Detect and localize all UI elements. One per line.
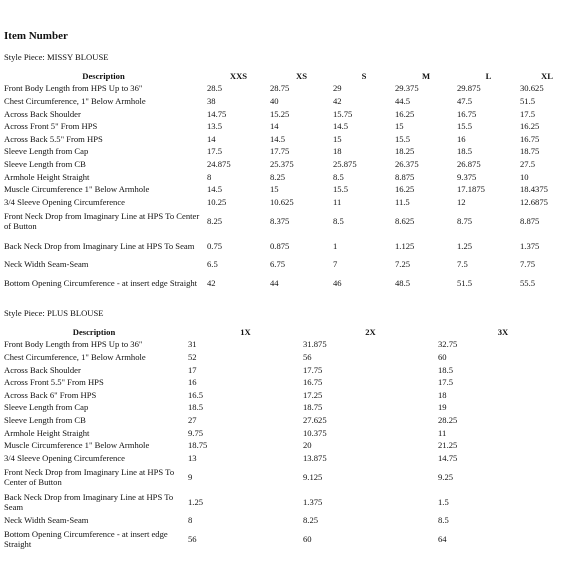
measurement-cell: 29 (333, 83, 342, 94)
measurement-cell: 51.5 (457, 278, 473, 289)
column-header-size: S (361, 70, 367, 81)
measurement-cell: 10.625 (270, 196, 294, 207)
table-row (4, 402, 568, 415)
row-description: Across Front 5.5" From HPS (4, 377, 104, 388)
measurement-cell: 8.625 (395, 215, 415, 226)
row-description: Across Back 6" From HPS (4, 389, 97, 400)
table-row (4, 272, 574, 297)
measurement-cell: 64 (438, 534, 447, 545)
measurement-cell: 16.25 (395, 184, 415, 195)
plus-size-table (4, 327, 568, 553)
column-header-description: Description (82, 70, 125, 81)
row-description: Armhole Height Straight (4, 427, 90, 438)
measurement-cell: 42 (333, 96, 342, 107)
row-description: Neck Width Seam-Seam (4, 259, 89, 270)
measurement-cell: 17.75 (270, 146, 290, 157)
row-description: Sleeve Length from CB (4, 415, 86, 426)
measurement-cell: 8.875 (520, 215, 540, 226)
measurement-cell: 24.875 (207, 159, 231, 170)
table-row (4, 465, 568, 490)
measurement-cell: 44 (270, 278, 279, 289)
measurement-cell: 18 (438, 389, 447, 400)
column-header-size: 2X (365, 326, 376, 337)
measurement-cell: 14.75 (438, 452, 458, 463)
row-description: Across Back 5.5" From HPS (4, 133, 103, 144)
measurement-cell: 8.375 (270, 215, 290, 226)
measurement-cell: 16.25 (395, 108, 415, 119)
measurement-cell: 15.5 (333, 184, 349, 195)
row-description: Neck Width Seam-Seam (4, 515, 89, 526)
measurement-cell: 8 (188, 515, 193, 526)
measurement-cell: 11 (438, 427, 447, 438)
measurement-cell: 8.75 (457, 215, 473, 226)
row-description: Sleeve Length from CB (4, 159, 86, 170)
measurement-cell: 8.5 (333, 171, 344, 182)
measurement-cell: 1.125 (395, 240, 415, 251)
measurement-cell: 29.875 (457, 83, 481, 94)
measurement-cell: 15.5 (457, 121, 473, 132)
measurement-cell: 15 (395, 121, 404, 132)
measurement-cell: 31.875 (303, 339, 327, 350)
measurement-cell: 16.75 (303, 377, 323, 388)
measurement-cell: 1.25 (188, 496, 204, 507)
measurement-cell: 15.75 (333, 108, 353, 119)
measurement-cell: 25.375 (270, 159, 294, 170)
measurement-cell: 27.5 (520, 159, 536, 170)
measurement-cell: 18 (333, 146, 342, 157)
plus-style-piece: Style Piece: PLUS BLOUSE (4, 307, 104, 318)
row-description: Front Neck Drop from Imaginary Line at HPS To Center of Button (4, 466, 175, 487)
measurement-cell: 31 (188, 339, 197, 350)
measurement-cell: 9.375 (457, 171, 477, 182)
table-row (4, 352, 568, 365)
table-row (4, 209, 574, 234)
measurement-cell: 18.75 (303, 402, 323, 413)
table-row (4, 259, 574, 272)
measurement-cell: 15 (270, 184, 279, 195)
table-row (4, 364, 568, 377)
row-description: Front Body Length from HPS Up to 36" (4, 83, 143, 94)
measurement-cell: 17 (188, 364, 197, 375)
measurement-cell: 15.5 (395, 133, 411, 144)
measurement-cell: 15.25 (270, 108, 290, 119)
row-description: 3/4 Sleeve Opening Circumference (4, 452, 125, 463)
row-description: Bottom Opening Circumference - at insert edge Straight (4, 529, 168, 550)
measurement-cell: 8.25 (303, 515, 319, 526)
row-description: Bottom Opening Circumference - at insert edge Straight (4, 278, 198, 289)
measurement-cell: 9.75 (188, 427, 204, 438)
measurement-cell: 29.375 (395, 83, 419, 94)
measurement-cell: 8.875 (395, 171, 415, 182)
row-description: Muscle Circumference 1" Below Armhole (4, 184, 150, 195)
measurement-cell: 28.25 (438, 415, 458, 426)
measurement-cell: 27.625 (303, 415, 327, 426)
table-row (4, 452, 568, 465)
row-description: Across Back Shoulder (4, 364, 81, 375)
measurement-cell: 11 (333, 196, 342, 207)
column-header-size: XL (541, 70, 553, 81)
measurement-cell: 60 (438, 352, 447, 363)
measurement-cell: 14.5 (270, 133, 286, 144)
measurement-cell: 30.625 (520, 83, 544, 94)
table-row (4, 389, 568, 402)
measurement-cell: 17.5 (438, 377, 454, 388)
measurement-cell: 16 (188, 377, 197, 388)
measurement-cell: 60 (303, 534, 312, 545)
measurement-cell: 1 (333, 240, 338, 251)
measurement-cell: 1.375 (303, 496, 323, 507)
measurement-cell: 28.75 (270, 83, 290, 94)
measurement-cell: 10 (520, 171, 529, 182)
table-row (4, 196, 574, 209)
measurement-cell: 17.25 (303, 389, 323, 400)
measurement-cell: 0.875 (270, 240, 290, 251)
measurement-cell: 14 (207, 133, 216, 144)
measurement-cell: 10.25 (207, 196, 227, 207)
measurement-cell: 8.5 (333, 215, 344, 226)
measurement-cell: 44.5 (395, 96, 411, 107)
table-row (4, 83, 574, 96)
row-description: Armhole Height Straight (4, 171, 90, 182)
measurement-cell: 9.125 (303, 471, 323, 482)
measurement-cell: 10.375 (303, 427, 327, 438)
measurement-cell: 9.25 (438, 471, 454, 482)
table-row (4, 528, 568, 553)
table-row (4, 427, 568, 440)
measurement-cell: 52 (188, 352, 197, 363)
measurement-cell: 42 (207, 278, 216, 289)
measurement-cell: 11.5 (395, 196, 410, 207)
table-header-row (4, 71, 574, 84)
column-header-description: Description (72, 326, 116, 337)
table-row (4, 440, 568, 453)
table-row (4, 377, 568, 390)
measurement-cell: 56 (303, 352, 312, 363)
column-header-size: 3X (497, 326, 509, 337)
measurement-cell: 17.5 (520, 108, 536, 119)
measurement-cell: 18.75 (188, 440, 208, 451)
table-row (4, 171, 574, 184)
measurement-cell: 8 (207, 171, 212, 182)
row-description: Across Front 5" From HPS (4, 121, 98, 132)
table-row (4, 108, 574, 121)
measurement-cell: 18.4375 (520, 184, 548, 195)
measurement-cell: 6.5 (207, 259, 218, 270)
column-header-size: L (485, 70, 492, 81)
measurement-cell: 21.25 (438, 440, 458, 451)
measurement-cell: 16 (457, 133, 466, 144)
measurement-cell: 51.5 (520, 96, 536, 107)
measurement-cell: 26.375 (395, 159, 419, 170)
table-row (4, 339, 568, 352)
table-row (4, 515, 568, 528)
table-row (4, 184, 574, 197)
measurement-cell: 28.5 (207, 83, 223, 94)
missy-size-table (4, 71, 574, 297)
measurement-cell: 14.5 (207, 184, 223, 195)
measurement-cell: 18.5 (438, 364, 454, 375)
measurement-cell: 56 (188, 534, 197, 545)
table-row (4, 121, 574, 134)
measurement-cell: 12.6875 (520, 196, 548, 207)
measurement-cell: 48.5 (395, 278, 411, 289)
row-description: Muscle Circumference 1" Below Armhole (4, 440, 150, 451)
measurement-cell: 40 (270, 96, 279, 107)
measurement-cell: 1.25 (457, 240, 473, 251)
measurement-cell: 8.25 (270, 171, 286, 182)
measurement-cell: 20 (303, 440, 312, 451)
table-row (4, 146, 574, 159)
measurement-cell: 8.5 (438, 515, 449, 526)
measurement-cell: 7.5 (457, 259, 468, 270)
row-description: Front Neck Drop from Imaginary Line at HPS To Center of Button (4, 210, 200, 231)
table-row (4, 96, 574, 109)
measurement-cell: 19 (438, 402, 447, 413)
measurement-cell: 13.5 (207, 121, 223, 132)
measurement-cell: 9 (188, 471, 193, 482)
column-header-size: M (421, 70, 431, 81)
measurement-cell: 7 (333, 259, 338, 270)
measurement-cell: 16.75 (457, 108, 477, 119)
row-description: Sleeve Length from Cap (4, 146, 89, 157)
table-row (4, 159, 574, 172)
measurement-cell: 14.5 (333, 121, 349, 132)
row-description: Sleeve Length from Cap (4, 402, 89, 413)
missy-style-piece: Style Piece: MISSY BLOUSE (4, 51, 109, 62)
row-description: Chest Circumference, 1" Below Armhole (4, 96, 146, 107)
measurement-cell: 46 (333, 278, 342, 289)
measurement-cell: 16.25 (520, 121, 540, 132)
table-header-row (4, 327, 568, 340)
measurement-cell: 25.875 (333, 159, 357, 170)
measurement-cell: 13.875 (303, 452, 327, 463)
measurement-cell: 1.375 (520, 240, 540, 251)
row-description: Front Body Length from HPS Up to 36" (4, 339, 143, 350)
row-description: Back Neck Drop from Imaginary Line at HPS To Seam (4, 240, 195, 251)
measurement-cell: 17.5 (207, 146, 223, 157)
measurement-cell: 14.75 (207, 108, 227, 119)
measurement-cell: 38 (207, 96, 216, 107)
measurement-cell: 16.75 (520, 133, 540, 144)
measurement-cell: 8.25 (207, 215, 223, 226)
row-description: 3/4 Sleeve Opening Circumference (4, 196, 125, 207)
measurement-cell: 17.1875 (457, 184, 485, 195)
measurement-cell: 0.75 (207, 240, 223, 251)
measurement-cell: 12 (457, 196, 466, 207)
measurement-cell: 7.25 (395, 259, 411, 270)
measurement-cell: 18.75 (520, 146, 540, 157)
measurement-cell: 27 (188, 415, 197, 426)
table-row (4, 415, 568, 428)
page-title: Item Number (4, 30, 68, 42)
column-header-size: 1X (240, 326, 251, 337)
measurement-cell: 7.75 (520, 259, 536, 270)
measurement-cell: 1.5 (438, 496, 449, 507)
measurement-cell: 6.75 (270, 259, 286, 270)
measurement-cell: 17.75 (303, 364, 323, 375)
column-header-size: XS (296, 70, 307, 81)
measurement-cell: 26.875 (457, 159, 481, 170)
row-description: Across Back Shoulder (4, 108, 81, 119)
measurement-cell: 16.5 (188, 389, 204, 400)
measurement-cell: 14 (270, 121, 279, 132)
table-row (4, 133, 574, 146)
measurement-cell: 18.5 (188, 402, 204, 413)
column-header-size: XXS (229, 70, 248, 81)
measurement-cell: 15 (333, 133, 342, 144)
measurement-cell: 18.5 (457, 146, 473, 157)
measurement-cell: 18.25 (395, 146, 415, 157)
measurement-cell: 47.5 (457, 96, 473, 107)
measurement-cell: 13 (188, 452, 197, 463)
spec-sheet (4, 30, 576, 553)
table-row (4, 490, 568, 515)
row-description: Chest Circumference, 1" Below Armhole (4, 352, 146, 363)
table-row (4, 234, 574, 259)
measurement-cell: 55.5 (520, 278, 536, 289)
row-description: Back Neck Drop from Imaginary Line at HPS To Seam (4, 491, 174, 512)
measurement-cell: 32.75 (438, 339, 458, 350)
